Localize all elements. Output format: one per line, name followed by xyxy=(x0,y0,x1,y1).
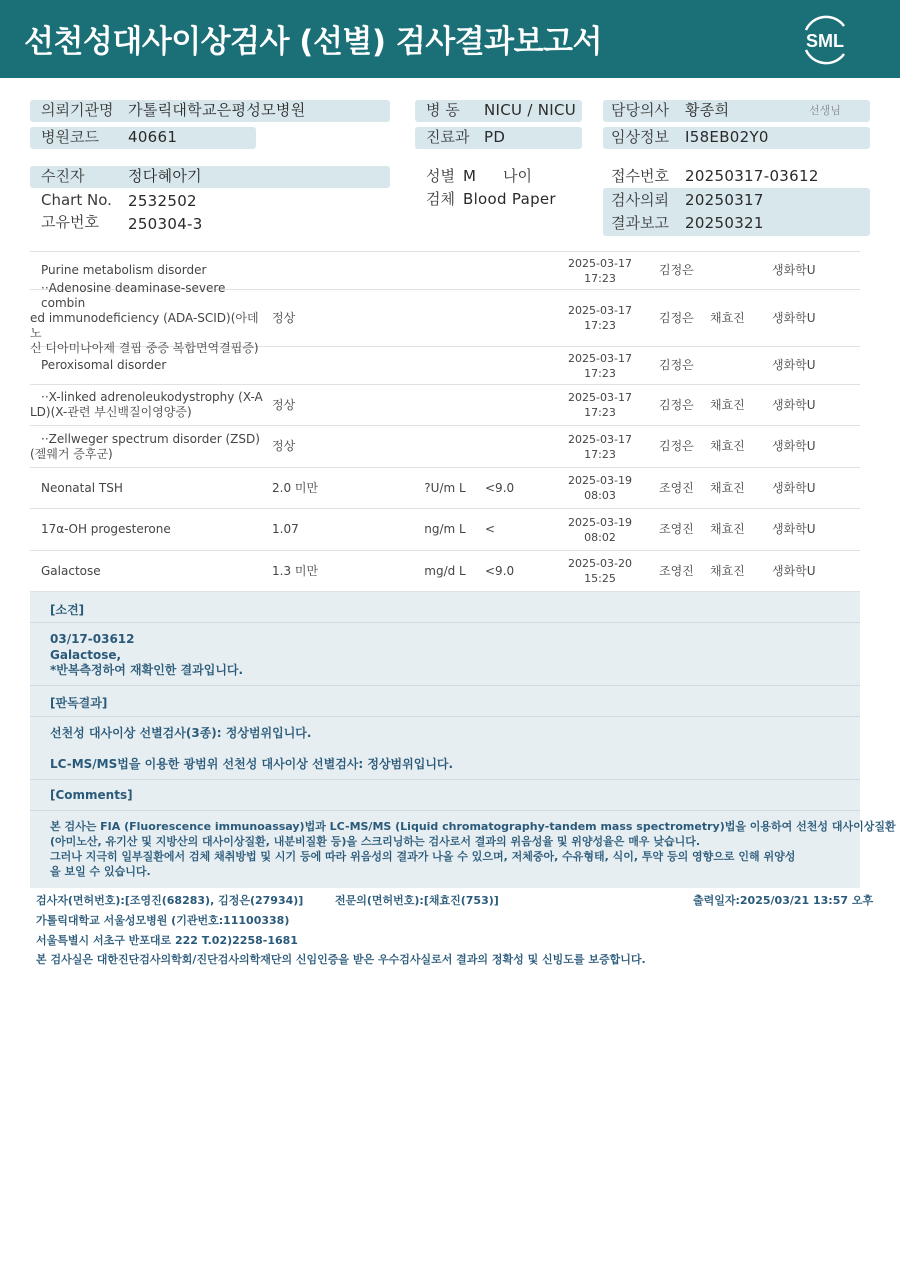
age-label: 나이 xyxy=(503,167,532,185)
test-reference xyxy=(485,290,545,346)
test-name xyxy=(30,280,268,355)
report-header xyxy=(0,0,900,78)
test-result: 2.0 미만 xyxy=(272,480,319,495)
test-name-line: Neonatal TSH xyxy=(41,480,123,495)
logo-text: SML xyxy=(806,31,844,51)
test-date: 2025-03-17 xyxy=(568,391,632,404)
ward-label: 병 동 xyxy=(426,101,460,119)
test-date: 2025-03-17 xyxy=(568,256,632,270)
notes-section xyxy=(30,592,896,888)
footer-address: 서울특별시 서초구 반포대로 222 T.02)2258-1681 xyxy=(36,934,298,947)
test-date: 2025-03-19 xyxy=(568,515,632,529)
comments-line: 그러나 지극히 일부질환에서 검체 채취방법 및 시기 등에 따라 위음성의 결과가 나올 수 있으며, 저체중아, 수유형태, 식이, 투약 등의 영향으로 인해 위양성 xyxy=(50,850,796,863)
sex-label: 성별 xyxy=(426,167,455,185)
test-name xyxy=(30,385,268,425)
test-name-line: 신 디아미나아제 결핍 중증 복합면역결핍증) xyxy=(30,340,259,355)
test-name xyxy=(30,426,268,467)
reviewer-name: 채효진 xyxy=(710,522,745,536)
comments-line: 본 검사는 FIA (Fluorescence immunoassay)법과 LC-MS/MS (Liquid chromatography-tandem mass spectrometry)법을 이용하여 선천성 대사이상질환 xyxy=(50,820,896,833)
test-time: 08:03 xyxy=(584,489,616,502)
result-row xyxy=(30,468,860,509)
test-datetime xyxy=(555,509,645,550)
test-unit: mg/d L xyxy=(424,563,466,578)
test-result xyxy=(272,347,402,384)
findings-line: *반복측정하여 재확인한 결과입니다. xyxy=(50,663,244,677)
test-name-line: ··X-linked adrenoleukodystrophy (X-A xyxy=(41,390,263,404)
reviewer-name: 채효진 xyxy=(710,310,745,325)
test-datetime xyxy=(555,551,645,591)
test-name-line: LD)(X-관련 부신백질이영양증) xyxy=(30,405,192,419)
test-date: 2025-03-17 xyxy=(568,432,632,446)
tester-name: 김정은 xyxy=(659,358,694,372)
test-department: 생화학U xyxy=(772,439,816,453)
unique-value: 250304-3 xyxy=(128,215,203,233)
report-value: 20250321 xyxy=(685,214,764,232)
test-name-line: ed immunodeficiency (ADA-SCID)(아데노 xyxy=(30,310,259,340)
comments-line: 을 보일 수 있습니다. xyxy=(50,865,151,878)
comments-line: (아미노산, 유기산 및 지방산의 대사이상질환, 내분비질환 등)을 스크리닝하는 검사로서 결과의 위음성율 및 위양성율은 매우 낮습니다. xyxy=(50,835,701,848)
test-department: 생화학U xyxy=(772,563,816,578)
specimen-label: 검체 xyxy=(426,190,455,208)
test-datetime xyxy=(555,252,645,289)
tester-name: 김정은 xyxy=(659,310,694,325)
request-value: 20250317 xyxy=(685,191,764,209)
patient-value: 정다혜아기 xyxy=(128,167,202,185)
reception-label: 접수번호 xyxy=(611,167,669,185)
test-department: 생화학U xyxy=(772,397,816,412)
unique-label: 고유번호 xyxy=(41,213,99,231)
test-result xyxy=(272,252,402,289)
request-label: 검사의뢰 xyxy=(611,191,669,209)
tester-name: 김정은 xyxy=(659,439,694,453)
test-department: 생화학U xyxy=(772,358,816,372)
divider xyxy=(30,622,860,623)
test-reference xyxy=(485,385,545,425)
reviewer-name: 채효진 xyxy=(710,439,745,453)
result-row xyxy=(30,385,860,426)
hospital-code-label: 병원코드 xyxy=(41,128,99,146)
dept-label: 진료과 xyxy=(426,128,470,146)
result-row xyxy=(30,426,860,468)
test-reference: <9.0 xyxy=(485,563,515,578)
result-row xyxy=(30,280,860,355)
test-name xyxy=(30,468,268,508)
test-reference: < xyxy=(485,522,496,536)
test-name xyxy=(30,347,268,384)
comments-header: [Comments] xyxy=(50,788,133,802)
footer-certification: 본 검사실은 대한진단검사의학회/진단검사의학재단의 신임인증을 받은 우수검사실로서 결과의 정확성 및 신빙도를 보증합니다. xyxy=(36,953,646,966)
test-unit xyxy=(420,252,470,289)
reviewer-name xyxy=(710,252,760,289)
test-department: 생화학U xyxy=(772,263,816,277)
clinical-label: 임상정보 xyxy=(611,128,669,146)
test-reference xyxy=(485,426,545,467)
divider xyxy=(30,779,860,780)
findings-line: Galactose, xyxy=(50,648,122,662)
test-datetime xyxy=(555,426,645,467)
test-reference: <9.0 xyxy=(485,480,515,495)
reviewer-name: 채효진 xyxy=(710,563,745,578)
test-date: 2025-03-19 xyxy=(568,474,632,487)
test-datetime xyxy=(555,385,645,425)
test-datetime xyxy=(555,347,645,384)
chart-value: 2532502 xyxy=(128,192,197,210)
test-unit xyxy=(420,385,470,425)
test-name-line: 17α-OH progesterone xyxy=(41,522,171,536)
specimen-value: Blood Paper xyxy=(463,190,556,208)
test-name-line: Peroxisomal disorder xyxy=(41,358,167,372)
test-result: 정상 xyxy=(272,397,296,412)
divider xyxy=(30,685,860,686)
tester-name: 조영진 xyxy=(659,522,694,536)
doctor-suffix: 선생님 xyxy=(809,104,841,117)
sml-logo-icon xyxy=(796,12,854,66)
chart-label: Chart No. xyxy=(41,191,112,209)
result-row xyxy=(30,509,860,551)
test-time: 08:02 xyxy=(584,530,616,544)
test-result: 1.3 미만 xyxy=(272,563,319,578)
test-result: 1.07 xyxy=(272,522,299,536)
footer-testers: 검사자(면허번호):[조영진(68283), 김정은(27934)] xyxy=(36,894,304,907)
result-row xyxy=(30,347,860,385)
test-name-line: (젤웨거 증후군) xyxy=(30,446,113,461)
test-result: 정상 xyxy=(272,439,296,453)
divider xyxy=(30,716,860,717)
findings-line: 03/17-03612 xyxy=(50,632,135,646)
reviewer-name: 채효진 xyxy=(710,480,745,495)
test-datetime xyxy=(555,290,645,346)
test-unit xyxy=(420,426,470,467)
test-result: 정상 xyxy=(272,310,296,325)
test-datetime xyxy=(555,468,645,508)
interpretation-header: [판독결과] xyxy=(50,696,108,710)
test-date: 2025-03-17 xyxy=(568,304,632,317)
test-name xyxy=(30,509,268,550)
test-time: 15:25 xyxy=(584,572,616,585)
tester-name: 김정은 xyxy=(659,397,694,412)
patient-label: 수진자 xyxy=(41,167,85,185)
institution-label: 의뢰기관명 xyxy=(41,101,114,119)
doctor-label: 담당의사 xyxy=(611,101,669,119)
footer-printed-date: 출력일자:2025/03/21 13:57 오후 xyxy=(693,894,874,907)
interpretation-line-1: 선천성 대사이상 선별검사(3종): 정상범위입니다. xyxy=(50,726,312,740)
test-name-line: Galactose xyxy=(41,563,101,578)
test-reference xyxy=(485,347,545,384)
test-name-line: ··Zellweger spectrum disorder (ZSD) xyxy=(41,431,260,446)
reception-value: 20250317-03612 xyxy=(685,167,819,185)
test-time: 17:23 xyxy=(584,319,616,332)
findings-header: [소견] xyxy=(50,603,85,617)
test-name-line: ··Adenosine deaminase-severe combin xyxy=(41,280,226,310)
hospital-code-value: 40661 xyxy=(128,128,178,146)
result-row xyxy=(30,551,860,592)
footer-hospital: 가톨릭대학교 서울성모병원 (기관번호:11100338) xyxy=(36,914,290,927)
test-department: 생화학U xyxy=(772,310,816,325)
report-title: 선천성대사이상검사 (선별) 검사결과보고서 xyxy=(24,24,602,60)
test-department: 생화학U xyxy=(772,522,816,536)
reviewer-name xyxy=(710,347,760,384)
dept-value: PD xyxy=(484,128,506,146)
test-time: 17:23 xyxy=(584,406,616,419)
tester-name: 김정은 xyxy=(659,263,694,277)
test-time: 17:23 xyxy=(584,271,616,285)
test-unit: ng/m L xyxy=(424,522,466,536)
interpretation-line-2: LC-MS/MS법을 이용한 광범위 선천성 대사이상 선별검사: 정상범위입니다. xyxy=(50,757,454,771)
test-date: 2025-03-17 xyxy=(568,351,632,365)
tester-name: 조영진 xyxy=(659,563,694,578)
divider xyxy=(30,810,860,811)
reviewer-name: 채효진 xyxy=(710,397,745,412)
test-date: 2025-03-20 xyxy=(568,557,632,570)
test-unit xyxy=(420,347,470,384)
clinical-value: I58EB02Y0 xyxy=(685,128,769,146)
institution-value: 가톨릭대학교은평성모병원 xyxy=(128,101,306,119)
doctor-value: 황종희 xyxy=(685,101,730,119)
sex-value: M xyxy=(463,167,477,185)
test-unit: ?U/m L xyxy=(424,480,466,495)
test-time: 17:23 xyxy=(584,447,616,461)
tester-name: 조영진 xyxy=(659,480,694,495)
test-name-line: Purine metabolism disorder xyxy=(41,263,207,277)
ward-value: NICU / NICU xyxy=(484,101,577,119)
test-unit xyxy=(420,290,470,346)
results-table xyxy=(30,251,860,592)
test-reference xyxy=(485,252,545,289)
test-name xyxy=(30,551,268,591)
footer-specialist: 전문의(면허번호):[채효진(753)] xyxy=(335,894,499,907)
report-label: 결과보고 xyxy=(611,214,669,232)
test-time: 17:23 xyxy=(584,366,616,380)
test-department: 생화학U xyxy=(772,480,816,495)
